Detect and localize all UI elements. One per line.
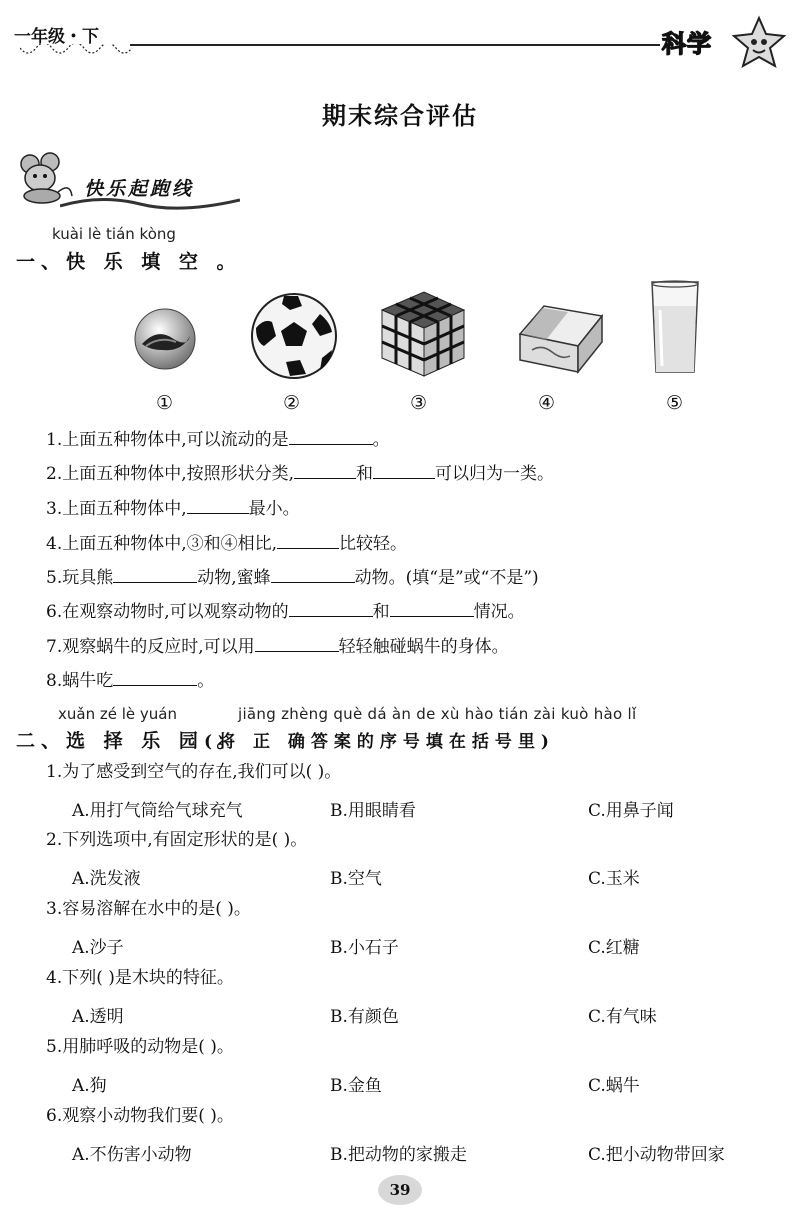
choice-3-option-b[interactable]: B.小石子 [330,938,399,958]
choice-4-option-c[interactable]: C.有气味 [588,1007,657,1027]
answer-blank[interactable] [187,499,249,514]
choice-5-option-b[interactable]: B.金鱼 [330,1076,382,1096]
header-rule [130,44,660,46]
question-text: 4.上面五种物体中,③和④相比, [46,534,278,554]
question-text: 2.上面五种物体中,按照形状分类, [46,464,295,484]
question-text: 1.上面五种物体中,可以流动的是 [46,430,289,450]
choice-5-option-c[interactable]: C.蜗牛 [588,1076,640,1096]
eraser-icon [516,300,604,376]
question-text: 3.上面五种物体中, [46,499,187,519]
soccer-ball-icon [250,292,338,380]
object-label-2: ② [283,392,301,414]
choice-4-option-a[interactable]: A.透明 [72,1007,124,1027]
section1-heading: 一、快 乐 填 空 。 [16,251,242,273]
question-text: 可以归为一类。 [435,464,555,484]
question-text: 。 [372,430,390,450]
rubiks-cube-icon [378,288,468,380]
choice-1-option-a[interactable]: A.用打气筒给气球充气 [72,801,243,821]
banner-wave-decoration [60,192,240,214]
choice-2-option-a[interactable]: A.洗发液 [72,869,141,889]
answer-blank[interactable] [289,602,373,617]
choice-3-option-a[interactable]: A.沙子 [72,938,124,958]
question-text: 比较轻。 [339,534,408,554]
fill-question-6 [46,602,525,622]
choice-6-option-b[interactable]: B.把动物的家搬走 [330,1145,467,1165]
question-text: 8.蜗牛吃 [46,671,114,691]
marble-icon [132,306,198,372]
answer-blank[interactable] [373,464,435,479]
answer-blank[interactable] [294,464,356,479]
header-grade: 一年级・下 [14,27,99,47]
answer-blank[interactable] [289,430,373,445]
section2-pinyin-right: jiāng zhèng què dá àn de xù hào tián zài kuò hào lǐ [238,705,637,723]
fill-question-5 [46,568,539,588]
question-text: 。 [197,671,215,691]
choice-1-option-c[interactable]: C.用鼻子闻 [588,801,674,821]
question-text: 6.在观察动物时,可以观察动物的 [46,602,289,622]
fill-question-3 [46,499,300,519]
question-text: 轻轻触碰蜗牛的身体。 [338,637,509,657]
choice-question-1: 1.为了感受到空气的存在,我们可以( )。 [46,762,342,782]
fill-question-4 [46,534,407,554]
choice-3-option-c[interactable]: C.红糖 [588,938,640,958]
answer-blank[interactable] [255,637,339,652]
fill-question-2 [46,464,554,484]
section2-pinyin-left: xuǎn zé lè yuán [58,705,177,723]
star-mascot-icon [728,14,790,72]
choice-question-4: 4.下列( )是木块的特征。 [46,968,234,988]
fill-question-7 [46,637,509,657]
question-text: 和 [372,602,390,622]
question-text: 5.玩具熊 [46,568,114,588]
choice-question-3: 3.容易溶解在水中的是( )。 [46,899,251,919]
choice-question-6: 6.观察小动物我们要( )。 [46,1106,234,1126]
choice-2-option-b[interactable]: B.空气 [330,869,382,889]
choice-6-option-a[interactable]: A.不伤害小动物 [72,1145,192,1165]
banner-title: 快乐起跑线 [84,178,195,200]
fill-question-1 [46,430,390,450]
answer-blank[interactable] [390,602,474,617]
answer-blank[interactable] [113,671,197,686]
object-label-3: ③ [410,392,428,414]
choice-1-option-b[interactable]: B.用眼睛看 [330,801,416,821]
question-text: 情况。 [473,602,525,622]
choice-5-option-a[interactable]: A.狗 [72,1076,107,1096]
section1-pinyin: kuài lè tián kòng [52,225,176,243]
choice-question-5: 5.用肺呼吸的动物是( )。 [46,1037,234,1057]
header-wave-decoration [20,44,140,58]
question-text: 动物,蜜蜂 [197,568,271,588]
choice-question-2: 2.下列选项中,有固定形状的是( )。 [46,830,308,850]
object-label-1: ① [156,392,174,414]
object-label-4: ④ [538,392,556,414]
question-text: 7.观察蜗牛的反应时,可以用 [46,637,255,657]
question-text: 动物。(填“是”或“不是”) [354,568,539,588]
fill-question-8 [46,671,214,691]
question-text: 最小。 [248,499,300,519]
choice-2-option-c[interactable]: C.玉米 [588,869,640,889]
object-label-5: ⑤ [666,392,684,414]
answer-blank[interactable] [271,568,355,583]
answer-blank[interactable] [113,568,197,583]
question-text: 和 [356,464,374,484]
choice-4-option-b[interactable]: B.有颜色 [330,1007,399,1027]
page-number: 39 [378,1175,422,1205]
section2-instruction: (将 正 确答案的序号填在括号里) [204,732,555,752]
section2-heading: 二、选 择 乐 园 。 [16,730,242,752]
page-title: 期末综合评估 [322,102,478,130]
glass-of-water-icon [650,280,700,376]
subject-label: 科学 [662,30,712,58]
choice-6-option-c[interactable]: C.把小动物带回家 [588,1145,725,1165]
answer-blank[interactable] [277,534,339,549]
